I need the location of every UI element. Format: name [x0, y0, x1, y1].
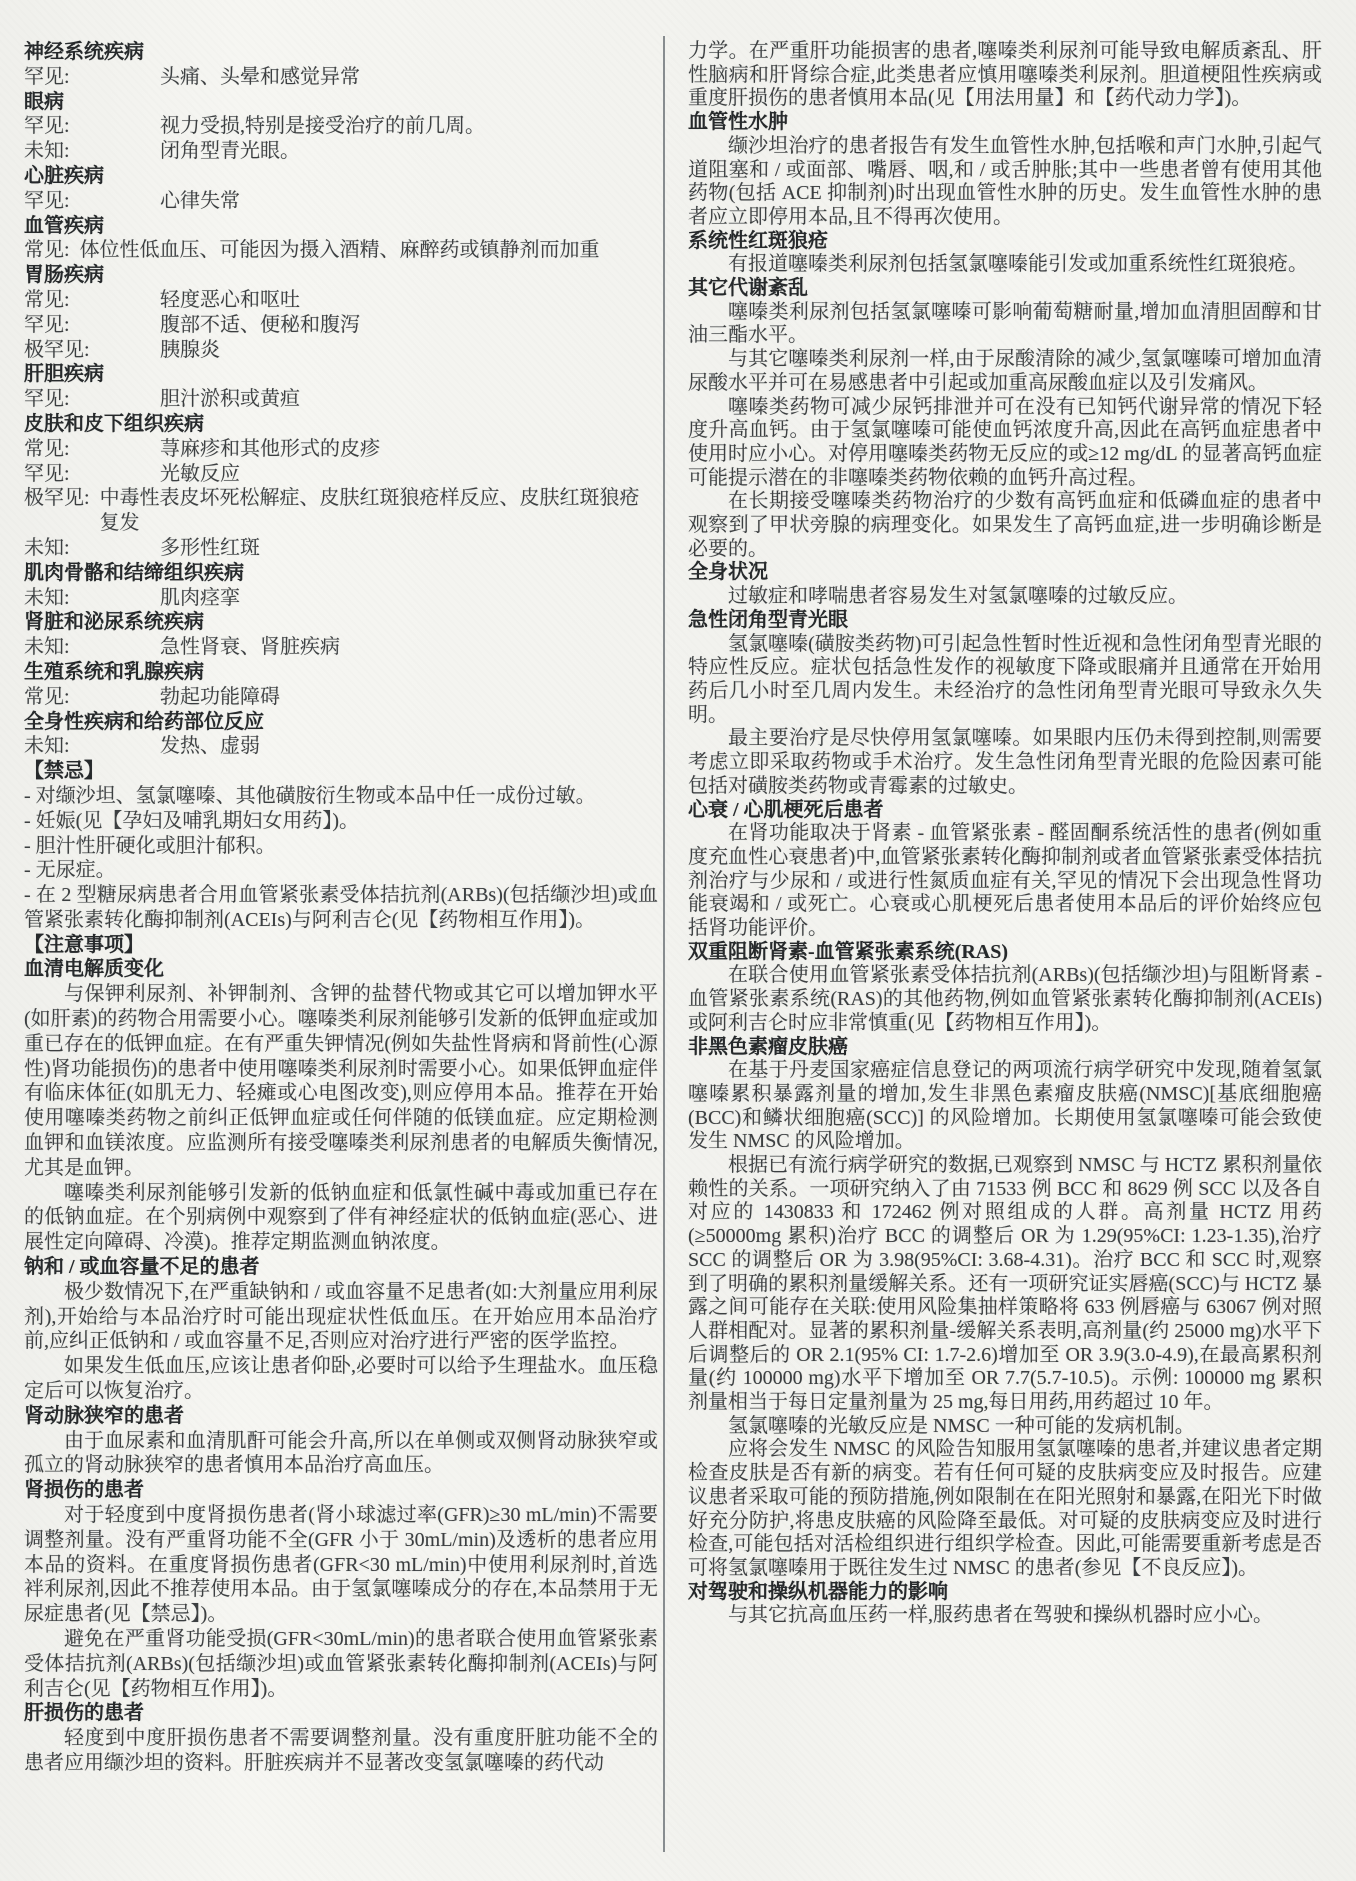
frequency-term: 未知: — [24, 536, 70, 559]
section-heading: 双重阻断肾素-血管紧张素系统(RAS) — [688, 940, 1008, 963]
section-heading: 血管性水肿 — [688, 111, 788, 134]
section-heading: 系统性红斑狼疮 — [688, 229, 828, 252]
frequency-term: 未知: — [24, 140, 70, 163]
section-heading: 血清电解质变化 — [24, 958, 164, 981]
section-heading: 全身性疾病和给药部位反应 — [24, 710, 264, 733]
body-paragraph: 缬沙坦治疗的患者报告有发生血管性水肿,包括喉和声门水肿,引起气道阻塞和 / 或面部、嘴唇、咽,和 / 或舌肿胀;其中一些患者曾有使用其他药物(包括 ACE 抑制剂)时出现血管性水肿的历史。发生血管性水肿的患者应立即停用本品,且不得再次使用。 — [688, 134, 1322, 228]
reaction-text: 头痛、头晕和感觉异常 — [160, 65, 360, 88]
frequency-term: 极罕见: — [24, 338, 90, 361]
frequency-term: 未知: — [24, 636, 70, 659]
adverse-reaction-row — [24, 288, 658, 313]
frequency-term: 未知: — [24, 735, 70, 758]
adverse-reaction-row — [24, 139, 658, 164]
adverse-reaction-row — [24, 635, 658, 660]
right-text-column — [688, 40, 1322, 1628]
body-paragraph: 在基于丹麦国家癌症信息登记的两项流行病学研究中发现,随着氢氯噻嗪累积暴露剂量的增加,发生非黑色素瘤皮肤癌(NMSC)[基底细胞癌(BCC)和鳞状细胞癌(SCC)] 的风险增加。长期使用氢氯噻嗪可能会致使发生 NMSC 的风险增加。 — [688, 1059, 1322, 1153]
adverse-reaction-row — [24, 338, 658, 363]
frequency-term: 罕见: — [24, 189, 70, 212]
reaction-text: 勃起功能障碍 — [160, 685, 280, 708]
frequency-term: 常见: — [24, 685, 70, 708]
adverse-reaction-row — [24, 536, 658, 561]
section-heading: 其它代谢紊乱 — [688, 277, 808, 300]
adverse-reaction-row — [24, 313, 658, 338]
section-heading: 生殖系统和乳腺疾病 — [24, 660, 204, 683]
reaction-text: 荨麻疹和其他形式的皮疹 — [160, 437, 380, 460]
body-paragraph: 氢氯噻嗪(磺胺类药物)可引起急性暂时性近视和急性闭角型青光眼的特应性反应。症状包括急性发作的视敏度下降或眼痛并且通常在开始用药后几小时至几周内发生。未经治疗的急性闭角型青光眼可导致永久失明。 — [688, 632, 1322, 726]
adverse-reaction-row — [24, 586, 658, 611]
contraindication-item: - 无尿症。 — [24, 859, 116, 882]
adverse-reaction-row — [24, 685, 658, 710]
section-heading: 神经系统疾病 — [24, 41, 144, 63]
section-heading: 钠和 / 或血容量不足的患者 — [24, 1256, 260, 1279]
section-heading: 肾脏和泌尿系统疾病 — [24, 611, 204, 634]
body-paragraph: 轻度到中度肝损伤患者不需要调整剂量。没有重度肝脏功能不全的患者应用缬沙坦的资料。肝脏疾病并不显著改变氢氯噻嗪的药代动 — [24, 1727, 658, 1774]
frequency-term: 常见: — [24, 437, 70, 460]
left-text-column — [24, 40, 658, 1776]
section-heading: 非黑色素瘤皮肤癌 — [688, 1035, 848, 1058]
reaction-text: 光敏反应 — [160, 462, 240, 485]
reaction-text: 闭角型青光眼。 — [160, 140, 300, 163]
reaction-text: 心律失常 — [160, 189, 240, 212]
adverse-reaction-row — [24, 734, 658, 759]
body-paragraph: 有报道噻嗪类利尿剂包括氢氯噻嗪能引发或加重系统性红斑狼疮。 — [728, 253, 1308, 276]
body-paragraph: 氢氯噻嗪的光敏反应是 NMSC 一种可能的发病机制。 — [728, 1414, 1195, 1437]
frequency-term: 常见: — [24, 288, 70, 311]
body-paragraph: 避免在严重肾功能受损(GFR<30mL/min)的患者联合使用血管紧张素受体拮抗剂(ARBs)(包括缬沙坦)或血管紧张素转化酶抑制剂(ACEIs)与阿利吉仑(见【药物相互作用】)。 — [24, 1628, 658, 1700]
section-heading: 肝胆疾病 — [24, 363, 104, 386]
reaction-text: 胰腺炎 — [160, 338, 220, 361]
section-heading: 心脏疾病 — [24, 164, 104, 187]
contraindication-item: - 在 2 型糖尿病患者合用血管紧张素受体拮抗剂(ARBs)(包括缬沙坦)或血管紧张素转化酶抑制剂(ACEIs)与阿利吉仑(见【药物相互作用】)。 — [24, 884, 658, 931]
section-heading: 全身状况 — [688, 561, 768, 584]
body-paragraph: 在肾功能取决于肾素 - 血管紧张素 - 醛固酮系统活性的患者(例如重度充血性心衰患者)中,血管紧张素转化酶抑制剂或者血管紧张素受体拮抗剂治疗与少尿和 / 或进行性氮质血症有关,罕见的情况下会出现急性肾功能衰竭和 / 或死亡。心衰或心肌梗死后患者使用本品后的评价始终应包括肾功能评价。 — [688, 822, 1322, 940]
body-paragraph: 在长期接受噻嗪类药物治疗的少数有高钙血症和低磷血症的患者中观察到了甲状旁腺的病理变化。如果发生了高钙血症,进一步明确诊断是必要的。 — [688, 490, 1322, 560]
section-heading: 皮肤和皮下组织疾病 — [24, 412, 204, 435]
frequency-term: 罕见: — [24, 313, 70, 336]
adverse-reaction-row — [24, 189, 658, 214]
body-paragraph: 最主要治疗是尽快停用氢氯噻嗪。如果眼内压仍未得到控制,则需要考虑立即采取药物或手术治疗。发生急性闭角型青光眼的危险因素可能包括对磺胺类药物或青霉素的过敏史。 — [688, 727, 1322, 797]
adverse-reaction-row — [24, 387, 658, 412]
body-paragraph: 由于血尿素和血清肌酐可能会升高,所以在单侧或双侧肾动脉狭窄或孤立的肾动脉狭窄的患者慎用本品治疗高血压。 — [24, 1429, 658, 1477]
body-paragraph: 与保钾利尿剂、补钾制剂、含钾的盐替代物或其它可以增加钾水平(如肝素)的药物合用需要小心。噻嗪类利尿剂能够引发新的低钾血症或加重已存在的低钾血症。在有严重失钾情况(例如失盐性肾病和肾前性(心源性)肾功能损伤)的患者中使用噻嗪类利尿剂时需要小心。如果低钾血症伴有临床体征(如肌无力、轻瘫或心电图改变),则应停用本品。推荐在开始使用噻嗪类药物之前纠正低钾血症或任何伴随的低镁血症。应定期检测血钾和血镁浓度。应监测所有接受噻嗪类利尿剂患者的电解质失衡情况,尤其是血钾。 — [24, 983, 658, 1179]
section-heading: 血管疾病 — [24, 214, 104, 237]
section-heading: 【注意事项】 — [24, 933, 144, 956]
section-heading: 胃肠疾病 — [24, 264, 104, 287]
frequency-term: 极罕见: — [24, 487, 90, 510]
body-paragraph: 与其它噻嗪类利尿剂一样,由于尿酸清除的减少,氢氯噻嗪可增加血清尿酸水平并可在易感患者中引起或加重高尿酸血症以及引发痛风。 — [688, 348, 1322, 394]
section-heading: 肾动脉狭窄的患者 — [24, 1404, 184, 1427]
contraindication-item: - 妊娠(见【孕妇及哺乳期妇女用药】)。 — [24, 809, 359, 832]
frequency-term: 罕见: — [24, 462, 70, 485]
reaction-text: 腹部不适、便秘和腹泻 — [160, 313, 360, 336]
body-paragraph: 噻嗪类药物可减少尿钙排泄并可在没有已知钙代谢异常的情况下轻度升高血钙。由于氢氯噻嗪可能使血钙浓度升高,因此在高钙血症患者中使用时应小心。对停用噻嗪类药物无反应的或≥12 mg/dL 的显著高钙血症可能提示潜在的非噻嗪类药物依赖的血钙升高过程。 — [688, 395, 1322, 489]
body-paragraph: 力学。在严重肝功能损害的患者,噻嗪类利尿剂可能导致电解质紊乱、肝性脑病和肝肾综合症,此类患者应慎用噻嗪类利尿剂。胆道梗阻性疾病或重度肝损伤的患者慎用本品(见【用法用量】和【药代动力学】)。 — [688, 40, 1322, 110]
body-paragraph: 与其它抗高血压药一样,服药患者在驾驶和操纵机器时应小心。 — [728, 1604, 1273, 1627]
reaction-text: 急性肾衰、肾脏疾病 — [160, 636, 340, 659]
column-divider-line — [663, 36, 665, 1852]
body-paragraph: 极少数情况下,在严重缺钠和 / 或血容量不足患者(如:大剂量应用利尿剂),开始给与本品治疗时可能出现症状性低血压。在开始应用本品治疗前,应纠正低钠和 / 或血容量不足,否则应对治疗进行严密的医学监控。 — [24, 1280, 658, 1353]
contraindication-item: - 胆汁性肝硬化或胆汁郁积。 — [24, 834, 276, 857]
adverse-reaction-row — [24, 238, 658, 263]
adverse-reaction-row — [24, 462, 658, 487]
reaction-text: 轻度恶心和呕吐 — [160, 288, 300, 311]
frequency-term: 罕见: — [24, 388, 70, 411]
body-paragraph: 噻嗪类利尿剂能够引发新的低钠血症和低氯性碱中毒或加重已存在的低钠血症。在个别病例中观察到了伴有神经症状的低钠血症(恶心、进展性定向障碍、冷漠)。推荐定期监测血钠浓度。 — [24, 1181, 658, 1254]
body-paragraph: 噻嗪类利尿剂包括氢氯噻嗪可影响葡萄糖耐量,增加血清胆固醇和甘油三酯水平。 — [688, 300, 1322, 347]
frequency-term: 未知: — [24, 586, 70, 609]
section-heading: 眼病 — [24, 90, 64, 113]
reaction-text: 视力受损,特别是接受治疗的前几周。 — [160, 115, 485, 138]
section-heading: 心衰 / 心肌梗死后患者 — [688, 798, 884, 821]
reaction-text: 多形性红斑 — [160, 536, 260, 559]
body-paragraph: 如果发生低血压,应该让患者仰卧,必要时可以给予生理盐水。血压稳定后可以恢复治疗。 — [24, 1355, 658, 1403]
reaction-text: 胆汁淤积或黄疸 — [160, 388, 300, 411]
section-heading: 肌肉骨骼和结缔组织疾病 — [24, 561, 244, 584]
adverse-reaction-row — [24, 437, 658, 462]
body-paragraph: 对于轻度到中度肾损伤患者(肾小球滤过率(GFR)≥30 mL/min)不需要调整剂量。没有严重肾功能不全(GFR 小于 30mL/min)及透析的患者应用本品的资料。在重度肾损伤患者(GFR<30 mL/min)中使用利尿剂时,首选袢利尿剂,因此不推荐使用本品。由于氢氯噻嗪成分的存在,本品禁用于无尿症患者(见【禁忌】)。 — [24, 1504, 658, 1626]
adverse-reaction-row — [24, 65, 658, 90]
body-paragraph: 应将会发生 NMSC 的风险告知服用氢氯噻嗪的患者,并建议患者定期检查皮肤是否有新的病变。若有任何可疑的皮肤病变应及时报告。应建议患者采取可能的预防措施,例如限制在在阳光照射和暴露,在阳光下时做好充分防护,将患皮肤癌的风险降至最低。对可疑的皮肤病变应及时进行检查,可能包括对活检组织进行组织学检查。因此,可能需要重新考虑是否可将氢氯噻嗪用于既往发生过 NMSC 的患者(参见【不良反应】)。 — [688, 1438, 1322, 1579]
contraindication-item: - 对缬沙坦、氢氯噻嗪、其他磺胺衍生物或本品中任一成份过敏。 — [24, 784, 596, 807]
adverse-reaction-row — [24, 486, 658, 536]
adverse-reaction-row — [24, 114, 658, 139]
reaction-text: 体位性低血压、可能因为摄入酒精、麻醉药或镇静剂而加重 — [79, 239, 600, 262]
section-heading: 对驾驶和操纵机器能力的影响 — [688, 1580, 948, 1603]
frequency-term: 罕见: — [24, 65, 70, 88]
reaction-text: 发热、虚弱 — [160, 735, 260, 758]
section-heading: 急性闭角型青光眼 — [688, 608, 848, 631]
section-heading: 肾损伤的患者 — [24, 1479, 144, 1502]
reaction-text: 肌肉痉挛 — [160, 586, 240, 609]
section-heading: 【禁忌】 — [24, 760, 104, 783]
body-paragraph: 根据已有流行病学研究的数据,已观察到 NMSC 与 HCTZ 累积剂量依赖性的关系。一项研究纳入了由 71533 例 BCC 和 8629 例 SCC 以及各自对应的 1430833 和 172462 例对照组成的人群。高剂量 HCTZ 用药(≥50000mg 累积)治疗 BCC 的调整后 OR 为 1.29(95%CI: 1.23-1.35),治疗 SCC 的调整后 OR 为 3.98(95%CI: 3.68-4.31)。治疗 BCC 和 SCC 时,观察到了明确的累积剂量缓解关系。还有一项研究证实唇癌(SCC)与 HCTZ 暴露之间可能存在关联:使用风险集抽样策略将 633 例唇癌与 63067 例对照人群相配对。显著的累积剂量-缓解关系表明,高剂量(约 25000 mg)水平下后调整后的 OR 2.1(95% CI: 1.7-2.6)增加至 OR 3.9(3.0-4.9),在最高累积剂量(约 100000 mg)水平下增加至 OR 7.7(5.7-10.5)。示例: 100000 mg 累积剂量相当于每日定量剂量为 25 mg,每日用药,用药超过 10 年。 — [688, 1154, 1322, 1414]
section-heading: 肝损伤的患者 — [24, 1702, 144, 1725]
body-paragraph: 在联合使用血管紧张素受体拮抗剂(ARBs)(包括缬沙坦)与阻断肾素 - 血管紧张素系统(RAS)的其他药物,例如血管紧张素转化酶抑制剂(ACEIs)或阿利吉仑时应非常慎重(见【药物相互作用】)。 — [688, 964, 1322, 1034]
frequency-term: 常见: — [24, 239, 70, 262]
reaction-text: 中毒性表皮坏死松解症、皮肤红斑狼疮样反应、皮肤红斑狼疮复发 — [99, 487, 640, 535]
frequency-term: 罕见: — [24, 115, 70, 138]
body-paragraph: 过敏症和哮喘患者容易发生对氢氯噻嗪的过敏反应。 — [728, 585, 1188, 608]
